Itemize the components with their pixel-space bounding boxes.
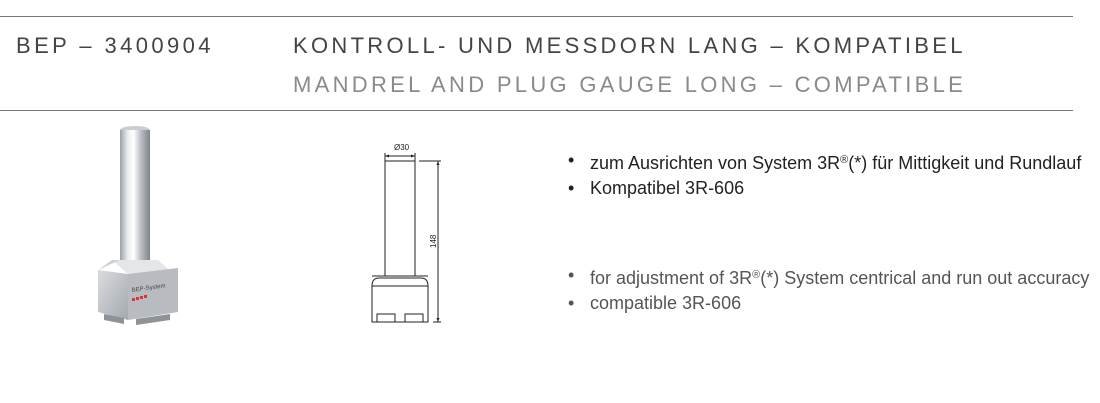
diameter-label: Ø30 [394, 143, 410, 152]
feature-list-german [568, 148, 1081, 201]
feature-list-english [568, 263, 1089, 316]
technical-drawing [355, 136, 455, 331]
list-item: • Kompatibel 3R-606 [568, 176, 1081, 201]
header-bottom-rule [0, 110, 1073, 111]
product-photo [90, 122, 200, 334]
list-item: • zum Ausrichten von System 3R®(*) für Mittigkeit und Rundlauf [568, 148, 1081, 176]
length-label: 148 [429, 234, 438, 248]
title-english: MANDREL AND PLUG GAUGE LONG – COMPATIBLE [293, 72, 967, 97]
header-top-rule [0, 16, 1073, 17]
list-item: • compatible 3R-606 [568, 291, 1089, 316]
svg-text:BEP-System: BEP-System [131, 283, 166, 294]
article-code: BEP – 3400904 [16, 33, 214, 58]
title-german: KONTROLL- UND MESSDORN LANG – KOMPATIBEL [293, 33, 966, 58]
list-item: • for adjustment of 3R®(*) System centrical and run out accuracy [568, 263, 1089, 291]
